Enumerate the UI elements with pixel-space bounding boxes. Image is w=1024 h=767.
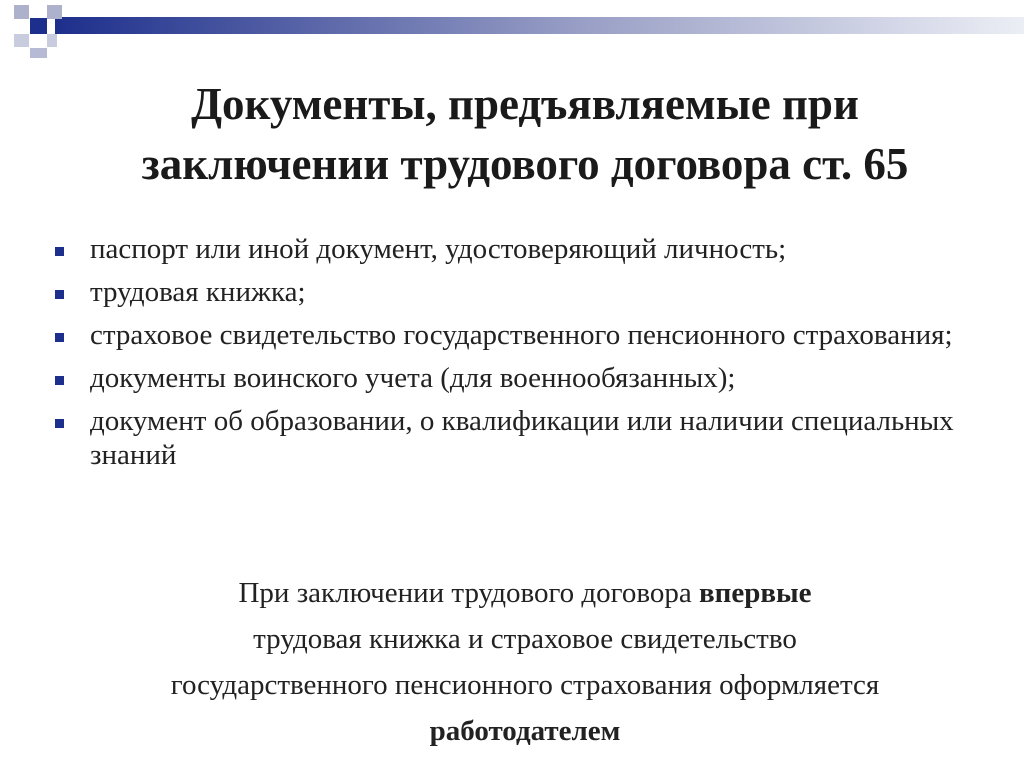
note-line-1-text: При заключении трудового договора (238, 577, 699, 609)
square-bullet-icon (55, 247, 64, 256)
list-item (48, 275, 978, 309)
square-bullet-icon (55, 419, 64, 428)
note-line-1 (60, 570, 990, 616)
square-bullet-icon (55, 333, 64, 342)
list-item-text: документ об образовании, о квалификации или наличии специальных знаний (90, 405, 954, 471)
list-item-text: документы воинского учета (для военнообязанных); (90, 362, 736, 394)
title-line-1: Документы, предъявляемые при (191, 79, 859, 129)
note-emphasis-employer: работодателем (429, 715, 621, 747)
square-bullet-icon (55, 376, 64, 385)
list-item-text: трудовая книжка; (90, 276, 306, 308)
square-bullet-icon (55, 290, 64, 299)
slide-title (60, 74, 990, 194)
note-line-4 (60, 708, 990, 754)
note-line-2: трудовая книжка и страховое свидетельство (253, 623, 797, 655)
note-line-3: государственного пенсионного страхования оформляется (170, 669, 880, 701)
list-item-text: страховое свидетельство государственного пенсионного страхования; (90, 319, 953, 351)
title-line-2: заключении трудового договора ст. 65 (141, 139, 909, 189)
list-item (48, 318, 978, 352)
note-emphasis-first-time: впервые (698, 577, 812, 609)
decorative-header-squares (0, 0, 1024, 60)
documents-list (48, 232, 978, 481)
list-item (48, 361, 978, 395)
list-item-text: паспорт или иной документ, удостоверяющий личность; (90, 233, 787, 265)
note-paragraph (60, 570, 990, 754)
header-gradient-bar (55, 17, 1024, 34)
list-item (48, 404, 978, 472)
list-item (48, 232, 978, 266)
